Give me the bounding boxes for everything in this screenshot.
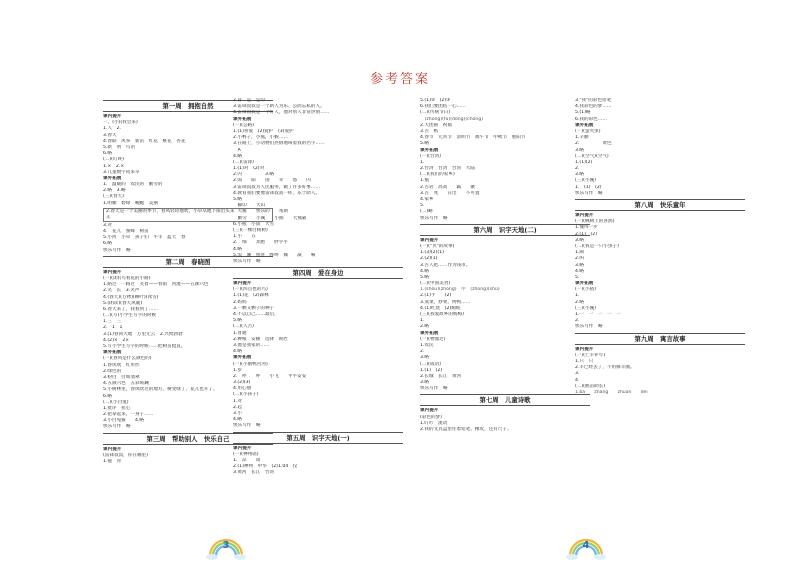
answer-line: (三)(我爱故乡的杨梅) — [420, 312, 464, 317]
answer-line: 2.长城 长江 黄河 — [420, 373, 462, 379]
answer-line: 2. — [575, 318, 589, 324]
answer-line: 3.雷锋叔叔为人民服务，做了许多好事…… — [233, 184, 321, 190]
answer-line: 快乐写作 略 — [420, 386, 448, 392]
answer-line: 3.古 兆 日出 不可置 — [420, 190, 480, 196]
answer-line: (二)(揠苗助长) — [575, 383, 606, 389]
answer-line: (二)(中国美食) — [420, 281, 451, 287]
answer-line: 2.我的文具盒里住着铅笔、橡皮，还有尺子。 — [420, 427, 512, 432]
answer-line: 2. 呼 呼 小飞 平平安安 — [233, 373, 307, 379]
section-heading: 课内提升 — [103, 446, 122, 452]
answer-line: 1.路过 一路过 笑着——春雨 河流——五颜六色 — [103, 282, 209, 288]
answer-line: 2. — [420, 349, 434, 355]
answer-line: 4.略 — [575, 268, 584, 274]
answer-line: 2.(1)芋 (2) — [420, 293, 461, 299]
page-number-left — [206, 534, 246, 560]
section-heading: 课外拓展 — [575, 281, 594, 287]
answer-line: 3.粉白 白如翡翠 — [103, 374, 140, 380]
answer-line: (二)(空气)(空气) — [575, 153, 609, 159]
answer-line: 3.儿童数字问来早 — [103, 169, 140, 175]
section-heading: 课外拓展 — [420, 330, 439, 336]
answer-line: 5.写小学生写字的时候……把树苗挺直。 — [103, 344, 186, 349]
answer-line: 1.拖 背 — [103, 459, 122, 464]
answer-line: 1.只 只 — [575, 358, 594, 364]
section-heading: 课外拓展 — [233, 116, 252, 122]
answer-line: 3.蒸菜，炒菜，烤鸭…… — [420, 299, 471, 305]
page-number-text: 3 — [222, 540, 230, 551]
answer-line: 快乐写作 略 — [575, 324, 603, 330]
answer-line: A — [233, 147, 241, 153]
answer-line: 1.辛勤 — [575, 135, 589, 141]
answer-line: 4.略 — [233, 349, 242, 355]
answer-line: (一)(枫树上的喜鹊) — [575, 219, 615, 225]
page-number-right — [566, 534, 606, 560]
answer-line: (三)(小溪) — [575, 178, 596, 184]
week-heading: 第三周 帮助别人 快乐自己 — [103, 433, 273, 445]
week-heading: 第九周 寓言故事 — [575, 333, 745, 345]
answer-line: 4.(春天)(万物)(柳叶)(冰雪) — [103, 294, 159, 300]
answer-line: 2.种粮 安顿 选择 锁匠 — [233, 336, 288, 342]
answer-line: 1.一 一 一 一 一 — [575, 312, 621, 317]
answer-line: 2.(2)(1) — [420, 256, 438, 262]
answer-line: 4.我彩色的梦…… — [575, 104, 612, 110]
answer-line: 6.略 — [103, 393, 112, 399]
answer-line: 5.(1)略 — [575, 110, 591, 116]
answer-line: 2.起 — [233, 404, 270, 410]
pinyin-line: (zhōng)(fǔ)(dòng)(chōng) — [420, 116, 484, 122]
answer-line: 2.妈妈 — [233, 299, 247, 305]
section-heading: 课内提升 — [233, 445, 252, 451]
answer-line: 1. — [575, 293, 589, 299]
answer-line: (一)(台湾) — [420, 153, 441, 159]
answer-line: 一、(小)(我会来) — [103, 120, 138, 126]
answer-line: 5.新 明 鸟语 — [103, 144, 135, 150]
answer-line: 4.春联 风筝 新苗 红花 桃花 杏花 — [103, 138, 186, 144]
answer-line: (二)(雷锋) — [233, 159, 254, 165]
answer-line: 2. 黄色 — [575, 141, 612, 147]
section-heading: 课外拓展 — [233, 355, 252, 361]
answer-column-4 — [575, 98, 745, 396]
answer-line: 5.略 — [233, 318, 242, 324]
answer-line: 1.(1)花 (2)森林 — [233, 293, 269, 299]
answer-line: 1.× 2.× — [103, 163, 125, 169]
answer-line: 2.(1)神州 中华 (2)1.04 仪 — [233, 464, 298, 470]
pinyin-line: 1.(shǒu)(zhōng) 中 (zhōng)(shú) — [420, 287, 500, 293]
answer-line: 脚印 大山 — [233, 203, 266, 209]
answer-line: (雷锋叔叔，你在哪里) — [103, 452, 148, 458]
answer-line: 3.他是我家的…… — [233, 342, 270, 348]
answer-line: 3.略 — [420, 355, 429, 361]
answer-line: 2.羊已经丢了，不用修羊圈。 — [575, 365, 635, 371]
answer-line: 5.小树林里，春风吹过的地方，树变绿了，花儿也开了。 — [103, 387, 218, 393]
answer-line: (一)(闭)(鸟看花的小路) — [103, 275, 151, 281]
answer-line: 3.小 — [233, 411, 270, 416]
answer-line: (二)(人舌) — [233, 324, 254, 330]
answer-line: (彩色的梦) — [420, 414, 442, 420]
answer-column-2 — [233, 98, 403, 477]
answer-line: 1.叮咛 流动 — [420, 420, 448, 426]
answer-line: 1.(1)(2) — [575, 159, 593, 165]
answer-line: 2.(1) (2) — [575, 231, 597, 237]
answer-line: 3.雷锋叔叔是一个助人为乐、公而忘私的人。 — [233, 104, 325, 110]
answer-line: 1.瓶 — [420, 178, 429, 184]
week-heading: 第一周 拥抱自然 — [103, 100, 273, 112]
answer-line: 6.略 — [103, 151, 112, 157]
answer-line: 4.略 — [233, 153, 242, 159]
answer-line: (二)(小孩子) — [233, 392, 259, 398]
answer-line: 2.笑 长 3.笑声 — [103, 288, 140, 294]
answer-line: (一)(春风是什么颜色的) — [103, 356, 152, 362]
answer-line: 4.略 — [233, 246, 242, 252]
answer-line: (二)略 — [420, 209, 433, 215]
answer-line: 3.小白兔拔 4.略 — [103, 418, 144, 424]
answer-line: (三)(春天) — [103, 194, 124, 200]
answer-line: 3.黄河 长江 台湾 — [233, 470, 275, 476]
answer-line: 3.对 — [103, 222, 112, 228]
answer-line: 2.冒 足 足印 — [233, 98, 265, 103]
answer-line: (二)(我们的家乡) — [420, 172, 455, 178]
answer-line: 1.明媚 碧绿 蜿蜒 美丽 — [103, 200, 158, 206]
answer-line: 2.叫 — [575, 256, 594, 262]
page-title: 参考答案 — [369, 72, 430, 87]
answer-line: 2.略 3.略 — [103, 188, 126, 194]
answer-line: 6.春天来了，我看到了…… — [103, 306, 158, 312]
week-heading: 第二周 春晓图 — [103, 256, 273, 268]
answer-line: (二)(我是一只小虫子) — [575, 243, 619, 249]
answer-line: 1.懂得一步 — [575, 225, 598, 231]
answer-line: 1. 温暖的 农民的 勤劳的 — [103, 182, 163, 188]
week-heading: 第八周 快乐童年 — [575, 199, 745, 211]
answer-line: 大雁 快乐的 帮助 — [233, 209, 289, 215]
answer-line: 1.(1)对 (2)对 — [233, 166, 265, 172]
section-heading: 课外拓展 — [103, 350, 122, 356]
answer-line: 快乐写作 略 — [233, 258, 261, 264]
answer-line: 3.古人把……作为钱币。 — [420, 262, 471, 268]
answer-line: 2.闪 3.略 — [233, 172, 274, 178]
answer-line: (一)(公路) — [233, 122, 254, 128]
answer-line: (一)(神州谣) — [233, 451, 259, 457]
answer-line: 1. — [420, 159, 439, 165]
answer-line: 6.我的彩色…… — [575, 116, 607, 122]
answer-line: 勤劳 小溪 小熊 大熊猫 — [233, 215, 307, 221]
section-heading: 课内提升 — [103, 114, 122, 119]
answer-line: (一)(物鼎过) — [420, 336, 446, 342]
answer-line: 2.春天是一个美丽的季节，春风轻轻地吹，小草从地下探出头来 — [106, 208, 235, 214]
answer-line: 2.绿色的 — [103, 368, 122, 374]
answer-line: 6.小熊 小雨 大雪 — [233, 221, 275, 227]
answer-line: 4.五颜六色 五彩斑斓 — [103, 381, 149, 387]
answer-line: 2.略 — [575, 299, 584, 305]
answer-line: 5.略 — [233, 197, 242, 202]
answer-line: 4.略 — [420, 268, 429, 274]
answer-line: (二)(小白兔) — [103, 399, 129, 405]
answer-line: 3.略 — [575, 237, 584, 243]
answer-line: (一)("贝"的故事) — [420, 243, 455, 249]
answer-line: 1.(3)(2)(1) — [420, 250, 444, 256]
answer-line: 2. 细 奔跑 胖乎乎 — [233, 240, 288, 246]
answer-line: 4.用心感 — [233, 386, 252, 392]
week-heading: 第六周 识字天地(二) — [420, 224, 590, 236]
answer-line: (二)(叮咚) — [103, 157, 124, 163]
answer-line: 4.春节 元宵节 清明节 端午节 中秋节 重阳节 — [420, 135, 526, 141]
week-heading: 第四周 爱在身边 — [233, 267, 403, 279]
answer-line: 快乐写作 略 — [103, 424, 131, 430]
answer-line: 5. — [420, 203, 439, 209]
answer-line: 3.春天 — [103, 132, 117, 138]
answer-line: 2.台湾 台湾 台湾 大陆 — [420, 166, 475, 172]
answer-line: (一)(四点也的鸟) — [233, 287, 268, 293]
section-heading: 课外拓展 — [103, 175, 122, 181]
page-number-text: 4 — [582, 540, 590, 551]
section-heading: 课内提升 — [420, 237, 439, 243]
answer-line: 3.古 纸 — [420, 128, 439, 134]
answer-line: 5.浪 潮 照进 哗哗 佩 减 嗬 — [233, 252, 316, 258]
section-heading: 课内提升 — [103, 269, 122, 275]
answer-line: 5. — [575, 274, 589, 280]
answer-line: 5.小河 小草 孩子们 牛羊 蓝天 春 — [103, 235, 186, 241]
answer-line: 4.不以自己……最后， — [233, 312, 279, 317]
answer-line: 3.略 — [575, 172, 584, 178]
answer-column-3 — [420, 98, 590, 433]
answer-line: 1.普通 — [233, 330, 247, 336]
answer-line: 1.(1)喜爱 (2)爱护 (3)爱护 — [233, 128, 294, 134]
answer-line: 3.略 — [420, 380, 429, 386]
section-heading: 课内提升 — [575, 346, 594, 352]
answer-line: 1.对 — [233, 398, 242, 404]
answer-line: 3.(1)春回大地 万里无云 2.兴致勃勃 — [103, 331, 183, 337]
answer-line: (一)(小鹤鸭宫河) — [233, 361, 268, 367]
answer-line: (三)(小溪) — [575, 305, 596, 311]
answer-line: 2.小鸭子，小熊，小猴…… — [233, 135, 288, 141]
answer-line: 3.一颗又颗子的种子 — [233, 305, 275, 311]
answer-line: (二)(传统节日) — [420, 110, 451, 116]
answer-line: 1.春风吹 红形形 — [103, 362, 140, 368]
answer-line: 2.国 阳 国 幸 悠 闪 — [233, 178, 311, 184]
answer-line: (一)(萤火虫) — [575, 128, 601, 134]
section-heading: 课外拓展 — [575, 122, 594, 128]
answer-line: 6.略 — [103, 241, 112, 247]
week-heading: 第五周 识字天地(一) — [233, 432, 403, 444]
answer-line: 2. 1 1 — [103, 325, 123, 331]
answer-line: 2.略 — [420, 324, 429, 330]
answer-line: 4.家乡 — [420, 197, 434, 202]
answer-line: 3. — [575, 371, 589, 377]
answer-line: 1.(1) (2) — [420, 367, 442, 373]
answer-line: 5.略 — [420, 141, 429, 147]
answer-line: 正 — [106, 214, 111, 220]
answer-line: (二)(成语) — [420, 361, 441, 367]
answer-line: 3.略 — [575, 147, 584, 153]
answer-line: 3."我"的彩色铅笔 — [575, 98, 612, 103]
answer-line: 快乐写作 略 — [575, 190, 603, 196]
answer-line: 2.大团圆 祝福 — [420, 122, 452, 128]
section-heading: 课内提升 — [420, 408, 439, 414]
answer-line: 2. — [575, 166, 594, 172]
answer-line: 快乐写作 略 — [233, 423, 261, 429]
answer-line: (二)(写)小学生写字的时候 — [103, 313, 157, 319]
answer-line: 6.我们要团结一心…… — [420, 104, 466, 110]
answer-line: 4.(1)红烧 (2)焖炖 — [420, 305, 461, 311]
section-heading: 课内提升 — [575, 213, 594, 218]
answer-line: 1.小 五 — [233, 234, 256, 240]
answer-line: 1. 凉 谈 — [233, 457, 261, 463]
answer-line: 3.(2)(3) — [233, 380, 251, 386]
answer-line: 1.闹 — [575, 250, 584, 256]
answer-line: 4.教育我们要像雷锋叔叔一样，乐于助人。 — [233, 190, 321, 196]
answer-line: (三)(一棵白杨树) — [233, 227, 268, 233]
week-heading: 第七周 儿童诗歌 — [420, 394, 590, 406]
answer-line: (一)(亡羊补牢) — [575, 352, 606, 358]
answer-line: 1. — [420, 318, 439, 324]
answer-line: (一)(小猪) — [575, 287, 596, 293]
answer-line: 4.略 — [233, 417, 242, 423]
answer-line: 1.批评 担心 — [103, 405, 131, 411]
answer-line: 5.略 — [420, 274, 429, 280]
answer-line: 5.(1)② (2)③ — [420, 98, 451, 103]
answer-line: 快乐写作 略 — [420, 215, 448, 221]
answer-line: 4. — [575, 377, 589, 383]
answer-line: 4.雷锋叔叔是一个好人，他对别人非常热情…… — [233, 110, 330, 116]
answer-line: 4.(2)× 2× — [103, 337, 130, 343]
answer-line: 4. 花儿 蜜蜂 树苗 — [103, 229, 149, 234]
section-heading: 课外拓展 — [420, 147, 439, 153]
answer-line: 2.古岩 高高 霸 聚 — [420, 184, 475, 190]
pinyin-line: 1.bá zhǎng zhuān děi — [575, 389, 648, 395]
answer-line: 5.(朗读)(春天风暖) — [103, 300, 143, 306]
answer-line: 2.把拿起来，一身子…… — [103, 412, 154, 418]
answer-line: 3.在路上，小动物们热情地叫着我的名字…… — [233, 141, 325, 147]
answer-line: 1.岁 — [233, 367, 242, 373]
section-heading: 课内提升 — [233, 281, 252, 287]
answer-line: 1.三 三 — [103, 319, 122, 325]
answer-line: 3.略 — [575, 262, 584, 268]
answer-line: 快乐写作 略 — [103, 247, 131, 253]
answer-line: 1.农民 — [420, 342, 443, 348]
answer-line: 1. (1) (2) — [575, 184, 607, 190]
answer-line: 1.人 2. — [103, 126, 121, 132]
